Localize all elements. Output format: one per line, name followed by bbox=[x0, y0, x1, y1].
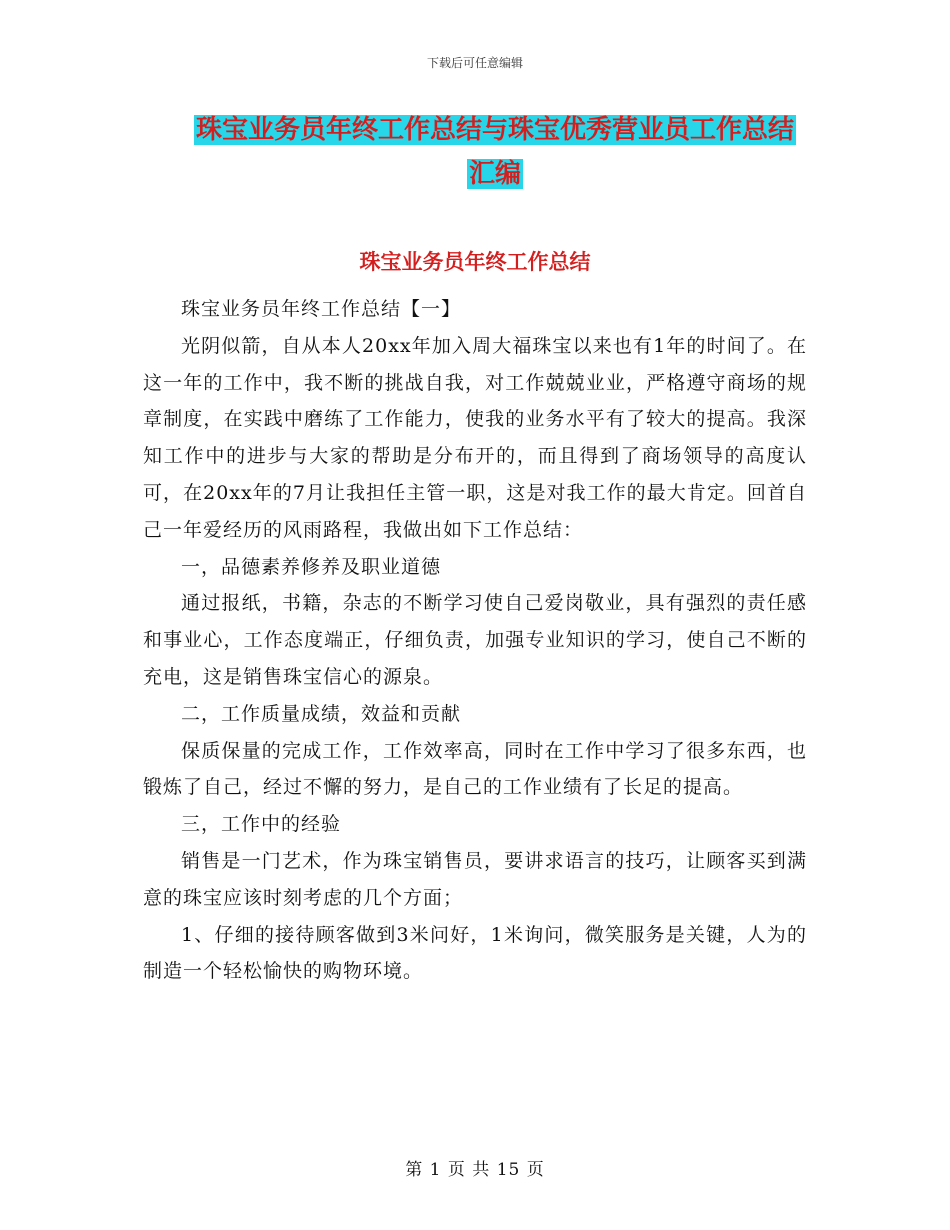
subheading-part-one: 珠宝业务员年终工作总结【一】 bbox=[181, 298, 462, 320]
document-main-title bbox=[150, 108, 840, 196]
paragraph-work-quality: 保质保量的完成工作，工作效率高，同时在工作中学习了很多东西，也锻炼了自己，经过不懈的努力，是自己的工作业绩有了长足的提高。 bbox=[143, 739, 807, 799]
document-body bbox=[143, 291, 807, 990]
paragraph-experience: 销售是一门艺术，作为珠宝销售员，要讲求语言的技巧，让顾客买到满意的珠宝应该时刻考虑的几个方面； bbox=[143, 849, 807, 909]
subheading-experience: 三，工作中的经验 bbox=[181, 813, 342, 836]
page-footer: 第 1 页 共 15 页 bbox=[405, 1160, 545, 1180]
paragraph-ethics: 通过报纸，书籍，杂志的不断学习使自己爱岗敬业，具有强烈的责任感和事业心，工作态度端正，仔细负责，加强专业知识的学习，使自己不断的充电，这是销售珠宝信心的源泉。 bbox=[143, 592, 807, 688]
subheading-ethics: 一，品德素养修养及职业道德 bbox=[181, 555, 442, 578]
main-title-line-1: 珠宝业务员年终工作总结与珠宝优秀营业员工作总结 bbox=[195, 115, 794, 145]
paragraph-intro: 光阴似箭，自从本人20xx年加入周大福珠宝以来也有1年的时间了。在这一年的工作中，我不断的挑战自我，对工作兢兢业业，严格遵守商场的规章制度，在实践中磨练了工作能力，使我的业务水平有了较大的提高。我深知工作中的进步与大家的帮助是分布开的，而且得到了商场领导的高度认可，在20xx年的7月让我担任主管一职，这是对我工作的最大肯定。回首自己一年爱经历的风雨路程，我做出如下工作总结： bbox=[143, 334, 807, 541]
main-title-line-2: 汇编 bbox=[468, 159, 521, 189]
paragraph-point-one: 1、仔细的接待顾客做到3米问好，1米询问，微笑服务是关键，人为的制造一个轻松愉快的购物环境。 bbox=[143, 923, 807, 983]
subheading-work-quality: 二，工作质量成绩，效益和贡献 bbox=[181, 702, 462, 725]
section-title: 珠宝业务员年终工作总结 bbox=[359, 250, 591, 274]
header-note: 下载后可任意编辑 bbox=[426, 56, 523, 70]
